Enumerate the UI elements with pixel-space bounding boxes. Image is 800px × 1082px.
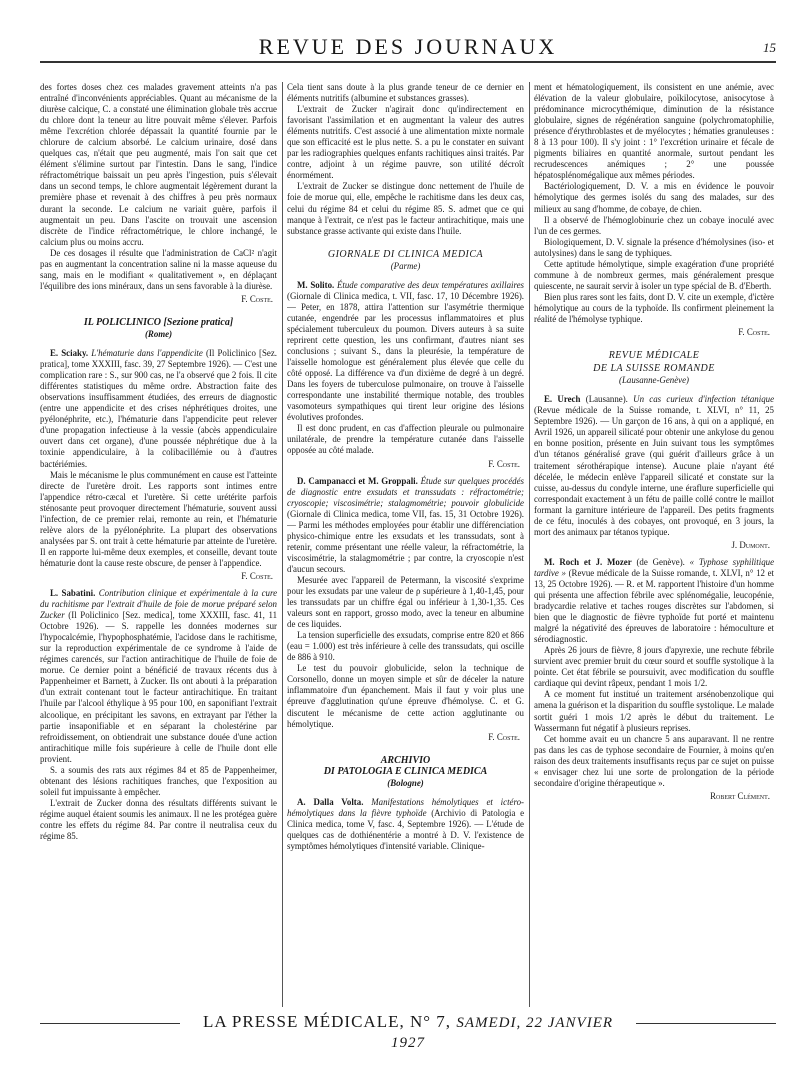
issue-date: SAMEDI, 22 JANVIER 1927 [391, 1015, 614, 1051]
paragraph: Bien plus rares sont les faits, dont D. V. cite un exemple, d'ictère hémolytique au cours de la typhoïde. Ils confirment pleinement la réalité de l'hémolyse typhique. [534, 291, 774, 324]
article-text: (Archivio di Patologia e Clinica medica, tome V, fasc. 4, Septembre 1926). — L'étude de quelques cas de dothiénentérie a montré à D. V. l'existence de symptômes hémolytiques d'intensité variable. Clinique- [287, 807, 524, 851]
paragraph: L'extrait de Zucker n'agirait donc qu'indirectement en favorisant l'assimilation et en augmentant la valeur des autres éléments nutritifs. C'est associé à une alimentation mixte normale que son efficacité est le plus nette. S. a pu le constater en suivant par les radiographies quelques enfants rachitiques ainsi traités. Par contre, adjoint à un régime pauvre, son utilité décroît énormément. [287, 104, 524, 181]
section-heading: ARCHIVIO [380, 754, 431, 766]
paragraph: L'extrait de Zucker se distingue donc nettement de l'huile de foie de morue qui, elle, empêche le rachitisme dans les deux cas, celui du régime 84 et celui du régime 85. S. admet que ce qui manque à l'extrait, ce n'est pas le facteur antirachitique, mais une substance grasse activante qui existe dans l'huile. [287, 181, 524, 236]
article-title: Contribution clinique et expérimentale à la cure du rachitisme par l'extrait d'huile de foie de morue préparé selon Zucker [40, 588, 277, 621]
paragraph: Cet homme avait eu un chancre 5 ans auparavant. Il ne rentre pas dans les cas de typhose secondaire de Fournier, à moins qu'en raison des deux traitements insuffisants reçus par ce sujet on puisse « envisager chez lui une sorte de prolongation de la période secondaire d'origine thérapeutique ». [534, 733, 774, 788]
article-text: (Giornale di Clinica medica, t. VII, fasc. 17, 10 Décembre 1926). — Peter, en 1878, attira l'attention sur l'asymétrie thermique cutanée, engendrée par les processus inflammatoires et plus spécialement tuberculeux du poumon. Divers auteurs à sa suite reprirent cette question, les uns confirmant, d'autres niant ses conclusions ; suivant S., dans la pleurésie, la température de l'aisselle homologue est généralement plus élevée que celle du côté opposé. La différence va d'un dixième de degré à un degré. Dans les foyers de tuberculose pulmonaire, on trouve à l'aisselle correspondante une instabilité thermique notable, des troubles vasomoteurs sympathiques qui tirent leur origine des lésions évolutives profondes. [287, 290, 524, 423]
article-abstract [287, 280, 524, 424]
paragraph: La tension superficielle des exsudats, comprise entre 820 et 866 (eau = 1.000) est très inférieure à celle des transsudats, qui oscille de 886 à 910. [287, 630, 524, 663]
signature: Robert Clément. [710, 790, 770, 801]
article-text: (Giornale di Clinica medica, tome VII, fas. 15, 31 Octobre 1926). — Parmi les méthodes employées pour établir une différenciation physico-chimique entre les exsudats et les transsudats, sont à retenir, comme présentant une réelle valeur, la réfractométrie, la viscosimétrie, la stalagmométrie ; par contre, la cryoscopie n'est d'aucun secours. [287, 508, 524, 574]
paragraph: Bactériologiquement, D. V. a mis en évidence le pouvoir hémolytique des germes isolés du sang des malades, sur des milieux au sang d'homme, de cobaye, de chien. [534, 181, 774, 214]
article-author: E. Sciaky. [50, 348, 89, 359]
page-number: 15 [763, 40, 776, 55]
page-footer [40, 1012, 776, 1051]
signature: F. Coste. [241, 293, 273, 304]
signature: F. Coste. [738, 327, 770, 338]
issue-number: N° 7, [409, 1012, 452, 1031]
section-location: (Lausanne-Genève) [619, 375, 689, 386]
article-author: M. Roch et J. Mozer [544, 556, 632, 567]
paragraph: Après 26 jours de fièvre, 8 jours d'apyrexie, une rechute fébrile survient avec premier bruit du cœur sourd et souffle systolique à la pointe. Cet état fébrile se poursuivit, avec modification du souffle cardiaque qui devint râpeux, pendant 1 mois 1/2. [534, 645, 774, 689]
section-location: (Rome) [144, 328, 173, 339]
article-text: (Revue médicale de la Suisse romande, t. XLVI, n° 12 et 13, 25 Octobre 1926). — R. et M. rapportent l'histoire d'un homme qui présenta une affection fébrile avec splénomégalie, leucopénie, bradycardie relative et taches rouges discrètes sur l'abdomen, si bien que le diagnostic de fièvre typhoïde fut porté et maintenu malgré la négativité des épreuves de laboratoire : hémoculture et sérodiagnostic. [534, 567, 774, 645]
article-abstract [40, 348, 277, 470]
article-author: D. Campanacci et M. Groppali. [297, 475, 418, 486]
header-rule [40, 61, 776, 63]
paragraph: Cela tient sans doute à la plus grande teneur de ce dernier en éléments nutritifs (albumine et substances grasses). [287, 82, 524, 104]
article-author: M. Solito. [297, 279, 335, 290]
section-heading: IL POLICLINICO [Sezione pratica] [83, 316, 234, 328]
column-2 [287, 82, 524, 1007]
signature: F. Coste. [488, 731, 520, 742]
article-author: E. Urech [544, 394, 581, 405]
article-title: Étude comparative des deux températures axillaires [336, 279, 524, 290]
column-divider [529, 82, 530, 1007]
footer-rule [40, 1023, 180, 1024]
paragraph: des fortes doses chez ces malades gravement atteints n'a pas entraîné d'inconvénients appréciables. Quant au mécanisme de la diurèse calcique, C. a constaté une élimination globale très accrue du chlore dont la teneur au litre pouvait même s'élever. Parfois même l'excrétion chlorée dépassait la quantité fournie par le chlorure de calcium absorbé. Le calcium urinaire, dosé dans quelques cas, n'était que peu augmenté, mais l'on sait que cet élément s'élimine surtout par l'intestin. Dans le sang, l'indice réfractométrique baissait un peu après l'ingestion, puis s'élevait dans un second temps, le chlore augmentait légèrement durant la première phase et revenait à des chiffres à peu près normaux durant la seconde. Le calcium ne variait guère, parfois il augmentait un peu. Dans l'ascite on trouvait une ascension discrète de l'indice réfractométrique, le chlore inchangé, le calcium plus ou moins accru. [40, 82, 277, 247]
article-abstract [287, 797, 524, 852]
author-place: (de Genève). [636, 556, 685, 567]
section-heading: DI PATOLOGIA E CLINICA MEDICA [323, 765, 488, 777]
signature: F. Coste. [241, 570, 273, 581]
article-title: Un cas curieux d'infection tétanique [633, 394, 774, 405]
article-title: Étude sur quelques procédés de diagnostic entre exsudats et transsudats : réfractométrie; cryoscopie; viscosimétrie; stalagmométrie; pouvoir globulicide [287, 475, 524, 508]
article-abstract [534, 557, 774, 645]
article-abstract [534, 394, 774, 538]
section-location: (Bologne) [387, 777, 424, 788]
article-text: (Revue médicale de la Suisse romande, t. XLVI, n° 11, 25 Septembre 1926). — Un garçon de 16 ans, à qui on a appliqué, en Avril 1926, un appareil silicaté pour obtenir une ankylose du genou en bonne position, présente en Juin suivant tous les symptômes d'un tétanos généralisé grave (qui guérit d'ailleurs grâce à un traitement sérothérapique intense). Aucune plaie n'ayant été décelée, le médecin enlève l'appareil silicaté et constate sur la cuisse, au-dessus du condyle interne, une éraflure superficielle qui correspondait exactement à un fétu de paille collé contre le maillot formant la garniture intérieure de l'appareil. Des petits fragments de ce fétu, inoculés à des cobayes, ont provoqué, en 3 jours, la mort des animaux par tétanos typique. [534, 405, 774, 537]
column-divider [282, 82, 283, 1007]
column-1 [40, 82, 277, 1007]
signature: F. Coste. [488, 458, 520, 469]
article-title: Manifestations hémolytiques et ictéro-hémolytiques dans la fièvre typhoïde [287, 796, 524, 818]
article-title: L'hématurie dans l'appendicite [91, 348, 203, 359]
article-author: A. Dalla Volta. [297, 796, 364, 807]
footer-text [190, 1012, 626, 1052]
paragraph: ment et hématologiquement, ils consistent en une anémie, avec élévation de la valeur globulaire, poïkilocytose, anisocytose à prédominance microcythémique, diminution de la résistance globulaire, signes de régénération sanguine (polychromatophilie, présence d'érythroblastes et de myélocytes ; hématies granuleuses : 8 à 13 pour 100). Il s'y joint : 1° l'excrétion urinaire et fécale de pigments biliaires en quantité anormale, surtout pendant les recrudescences anémiques ; 2° une poussée hépatosplénomégalique aux mêmes périodes. [534, 82, 774, 181]
article-author: L. Sabatini. [50, 588, 96, 599]
paragraph: Biologiquement, D. V. signale la présence d'hémolysines (iso- et autolysines) dans le sang de typhiques. [534, 236, 774, 258]
paragraph: Il a observé de l'hémoglobinurie chez un cobaye inoculé avec l'un de ces germes. [534, 214, 774, 236]
paragraph: L'extrait de Zucker donna des résultats différents suivant le régime auquel étaient soumis les animaux. Il ne les protégea guère contre les effets du régime 84. Par contre il neutralisa ceux du régime 85. [40, 797, 277, 842]
journal-name: LA PRESSE MÉDICALE, [202, 1012, 405, 1031]
article-text: (Il Policlinico [Sez. pratica], tome XXXIII, fasc. 39, 27 Septembre 1926). — C'est une complication rare : S., sur 900 cas, ne l'a observé que 2 fois. Il cite différentes statistiques du même ordre. Abstraction faite des observations insuffisamment étudiées, des erreurs de diagnostic (entre une appendicite et des crises néphrétiques droites, une pyélonéphrite, etc.), l'hématurie dans l'appendicite peut relever d'une propagation infectieuse à la vessie (abcès appendiculaire ouvert dans cet organe), d'une poussée néphrétique due à la toxinie appendiculaire, à la colibacillémie ou à d'autres bactériémies. [40, 348, 277, 469]
article-text: (Il Policlinico [Sez. medica], tome XXXIII, fasc. 41, 11 Octobre 1926). — S. rappelle les données modernes sur l'hypocalcémie, l'hypophosphatémie, l'acidose dans le rachitisme, sur la reproduction expérimentale de ce syndrome à l'aide de régimes carencés, sur l'action antirachitique de l'huile de foie de morue. Ce dernier point a bénéficié de travaux récents dus à Pappenheimer et Barnett, à Zucker. Ils ont abouti à la préparation d'un extrait contenant tout le facteur antirachitique. En traitant l'huile par l'alcool éthylique à 95 pour 100, en saponifiant l'extrait alcoolique, en précipitant les savons, en extrayant par l'éther la partie insaponifiable et en séparant la cholestérine par refroidissement, on obtiendrait une substance douée d'une action antirachitique mille fois supérieure à celle de l'huile dont elle provient. [40, 610, 277, 764]
paragraph: Mesurée avec l'appareil de Petermann, la viscosité s'exprime pour les exsudats par une valeur de ρ supérieure à 1,40-1,45, pour les transsudats par un chiffre égal ou inférieur à 1,30-1,35. Ces valeurs sont en rapport, grosso modo, avec la teneur en albumine de ces liquides. [287, 574, 524, 630]
running-title: REVUE DES JOURNAUX [258, 34, 558, 59]
author-place: (Lausanne). [585, 394, 628, 405]
section-heading: DE LA SUISSE ROMANDE [593, 363, 715, 375]
page-header [40, 28, 776, 64]
section-heading: GIORNALE DI CLINICA MEDICA [327, 248, 484, 260]
paragraph: Le test du pouvoir globulicide, selon la technique de Corsonello, donne un moyen simple et sûr de déceler la nature inflammatoire d'un épanchement. Mais il faut y voir plus une épreuve d'agglutination qu'une épreuve d'hémolyse. C. et G. discutent le mécanisme de cette action agglutinante ou hémolytique. [287, 663, 524, 729]
article-abstract [287, 476, 524, 575]
section-heading: REVUE MÉDICALE [608, 350, 700, 362]
article-title: « Typhose syphilitique tardive » [534, 556, 774, 578]
article-abstract [40, 588, 277, 765]
paragraph: Mais le mécanisme le plus communément en cause est l'atteinte directe de l'uretère droit. Les rapports sont intimes entre l'appendice rétro-cæcal et l'uretère. Si cette urétérite parfois sténosante peut provoquer directement l'hématurie, souvent aussi l'infection, de ce premier relai, remonte au rein, et l'hématurie relève alors de la pyélonéphrite. La plupart des observations analysées par S. ont trait à cette hématurie par atteinte de l'uretère. Il en rapporte lui-même deux exemples, et conseille, devant toute hématurie dont la cause reste obscure, de penser à l'appendice. [40, 469, 277, 568]
signature: J. Dumont. [731, 539, 770, 550]
paragraph: Cette aptitude hémolytique, simple exagération d'une propriété commune à de nombreux germes, mais généralement presque quiescente, ne saurait servir à isoler un type spécial de B. d'Eberth. [534, 258, 774, 291]
footer-rule [636, 1023, 776, 1024]
paragraph: Il est donc prudent, en cas d'affection pleurale ou pulmonaire unilatérale, de prendre la température cutanée dans l'aisselle opposée au côté malade. [287, 423, 524, 456]
paragraph: A ce moment fut institué un traitement arsénobenzolique qui amena la guérison et la disparition du souffle systolique. Le malade sortit guéri 1 mois 1/2 après le début du traitement. Le Wassermann fut négatif à plusieurs reprises. [534, 689, 774, 733]
column-3 [534, 82, 774, 1007]
paragraph: S. a soumis des rats aux régimes 84 et 85 de Pappenheimer, obtenant des lésions rachitiques franches, que l'exposition au soleil fut impuissante à empêcher. [40, 764, 277, 797]
paragraph: De ces dosages il résulte que l'administration de CaCl² n'agit pas en augmentant la concentration saline ni la masse aqueuse du sang, mais en le modifiant « qualitativement », en déplaçant l'équilibre des ions minéraux, dans un sens favorable à la diurèse. [40, 247, 277, 291]
section-location: (Parme) [390, 260, 421, 271]
